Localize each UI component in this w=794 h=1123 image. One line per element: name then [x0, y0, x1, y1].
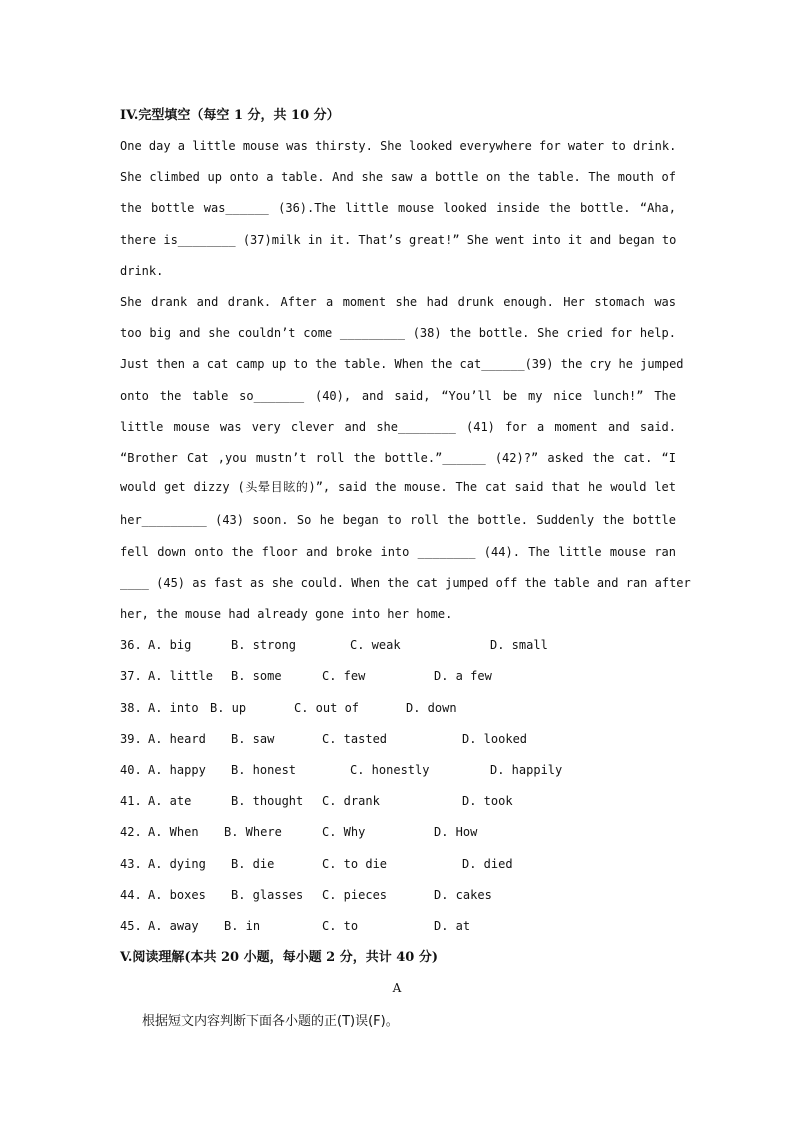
- option-b: B. Where: [224, 825, 282, 839]
- passage-line: little mouse was very clever and she________ (41) for a moment and said.: [120, 420, 676, 434]
- passage-line: She drank and drank. After a moment she had drunk enough. Her stomach was: [120, 295, 676, 309]
- option-c: C. drank: [322, 794, 380, 808]
- question-number: 37.: [120, 669, 142, 683]
- option-a: A. heard: [148, 732, 206, 746]
- option-a: A. When: [148, 825, 199, 839]
- instruction-text: 根据短文内容判断下面各小题的正(T)误(F)。: [142, 1014, 399, 1029]
- option-d: D. a few: [434, 669, 492, 683]
- question-number: 44.: [120, 888, 142, 902]
- question-number: 43.: [120, 857, 142, 871]
- passage-line: onto the table so_______ (40), and said, “You’ll be my nice lunch!” The: [120, 389, 676, 403]
- option-b: B. up: [210, 701, 247, 715]
- option-a: A. little: [148, 669, 214, 683]
- passage-line: the bottle was______ (36).The little mouse looked inside the bottle. “Aha,: [120, 201, 676, 215]
- passage-line: there is________ (37)milk in it. That’s great!” She went into it and began to: [120, 233, 677, 247]
- option-b: B. in: [224, 919, 261, 933]
- passage-line: would get dizzy (头晕目眩的)”, said the mouse. The cat said that he would let: [120, 480, 676, 494]
- section-v-title: V.阅读理解(本共 20 小题，每小题 2 分，共计 40 分): [120, 950, 439, 965]
- option-b: B. saw: [231, 732, 275, 746]
- passage-line: too big and she couldn’t come _________ (38) the bottle. She cried for help.: [120, 326, 676, 340]
- option-d: D. small: [490, 638, 548, 652]
- option-c: C. to die: [322, 857, 388, 871]
- passage-line: her, the mouse had already gone into her home.: [120, 607, 453, 621]
- option-b: B. die: [231, 857, 275, 871]
- option-d: D. down: [406, 701, 457, 715]
- question-number: 36.: [120, 638, 142, 652]
- question-number: 39.: [120, 732, 142, 746]
- option-c: C. honestly: [350, 763, 430, 777]
- passage-line: Just then a cat camp up to the table. When the cat______(39) the cry he jumped: [120, 357, 684, 371]
- option-a: A. into: [148, 701, 199, 715]
- passage-line: drink.: [120, 264, 164, 278]
- option-a: A. happy: [148, 763, 206, 777]
- option-c: C. tasted: [322, 732, 388, 746]
- passage-line: ____ (45) as fast as she could. When the cat jumped off the table and ran after: [120, 576, 691, 590]
- option-b: B. strong: [231, 638, 297, 652]
- option-d: D. How: [434, 825, 478, 839]
- question-number: 38.: [120, 701, 142, 715]
- passage-line: She climbed up onto a table. And she saw a bottle on the table. The mouth of: [120, 170, 676, 184]
- option-b: B. glasses: [231, 888, 304, 902]
- option-a: A. ate: [148, 794, 192, 808]
- passage-line: fell down onto the floor and broke into ________ (44). The little mouse ran: [120, 545, 676, 559]
- option-a: A. boxes: [148, 888, 206, 902]
- section-iv-title: IV.完型填空（每空 1 分，共 10 分）: [120, 108, 340, 123]
- option-d: D. happily: [490, 763, 563, 777]
- option-d: D. at: [434, 919, 471, 933]
- option-b: B. honest: [231, 763, 297, 777]
- question-number: 45.: [120, 919, 142, 933]
- question-number: 41.: [120, 794, 142, 808]
- option-c: C. to: [322, 919, 359, 933]
- option-a: A. away: [148, 919, 199, 933]
- option-c: C. few: [322, 669, 366, 683]
- passage-line: One day a little mouse was thirsty. She looked everywhere for water to drink.: [120, 139, 677, 153]
- option-d: D. cakes: [434, 888, 492, 902]
- option-c: C. out of: [294, 701, 360, 715]
- passage-line: her_________ (43) soon. So he began to roll the bottle. Suddenly the bottle: [120, 513, 676, 527]
- option-a: A. big: [148, 638, 192, 652]
- question-number: 42.: [120, 825, 142, 839]
- option-c: C. Why: [322, 825, 366, 839]
- option-b: B. thought: [231, 794, 304, 808]
- option-c: C. pieces: [322, 888, 388, 902]
- passage-line: “Brother Cat ,you mustn’t roll the bottle.”______ (42)?” asked the cat. “I: [120, 451, 676, 465]
- option-d: D. died: [462, 857, 513, 871]
- option-a: A. dying: [148, 857, 206, 871]
- question-number: 40.: [120, 763, 142, 777]
- option-d: D. took: [462, 794, 513, 808]
- option-d: D. looked: [462, 732, 528, 746]
- option-c: C. weak: [350, 638, 401, 652]
- part-label: A: [392, 981, 402, 995]
- option-b: B. some: [231, 669, 282, 683]
